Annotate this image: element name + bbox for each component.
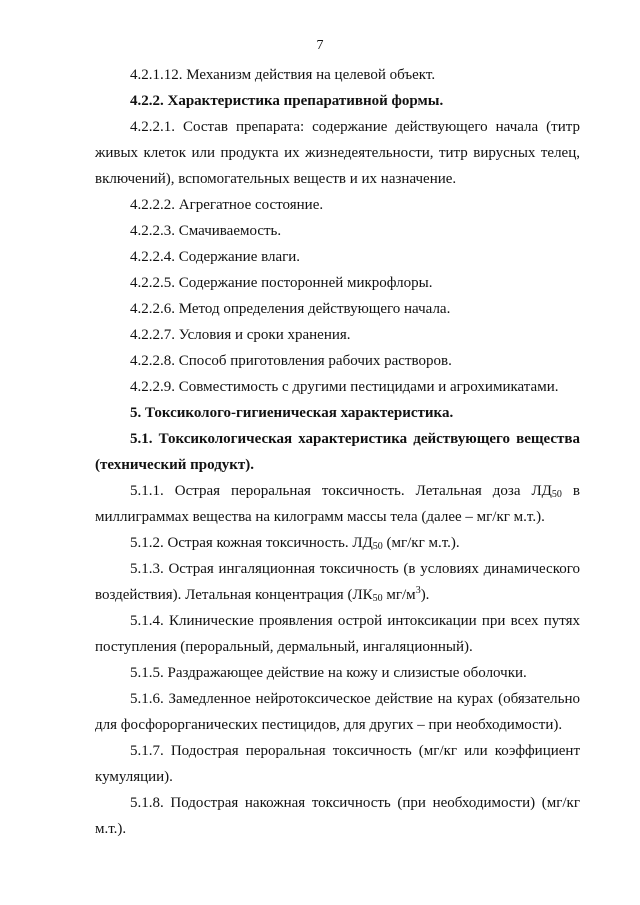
paragraph-5-1-5: 5.1.5. Раздражающее действие на кожу и слизистые оболочки. [130,665,527,681]
paragraph-5-1-6: 5.1.6. Замедленное нейротоксическое действие на курах (обязательно для фосфорорганических пестицидов, для других – при необходимости). [95,691,580,733]
paragraph-5-1-2-text-b: (мг/кг м.т.). [382,535,460,551]
paragraph-4-2-2-4: 4.2.2.4. Содержание влаги. [130,249,301,265]
paragraph-4-2-2-2: 4.2.2.2. Агрегатное состояние. [130,197,324,213]
paragraph-4-2-2-6: 4.2.2.6. Метод определения действующего начала. [130,301,451,317]
paragraph-4-2-2-5: 4.2.2.5. Содержание посторонней микрофлоры. [130,275,433,291]
paragraph-5-1-3 [95,556,580,608]
paragraph-5-1-2-text-a: 5.1.2. Острая кожная токсичность. ЛД [130,535,373,551]
ld50-subscript: 50 [551,489,562,500]
heading-5-1: 5.1. Токсикологическая характеристика действующего вещества (технический продукт). [95,431,580,473]
paragraph-5-1-3-text-b: мг/м [382,587,416,603]
paragraph-4-2-2-1: 4.2.2.1. Состав препарата: содержание действующего начала (титр живых клеток или продукта их жизнедеятельности, титр вирусных телец, включений), вспомогательных веществ и их назначение. [95,119,580,187]
paragraph-4-2-2-3: 4.2.2.3. Смачиваемость. [130,223,282,239]
paragraph-5-1-2 [95,530,580,556]
ld50-subscript: 50 [372,541,383,552]
paragraph-5-1-4: 5.1.4. Клинические проявления острой интоксикации при всех путях поступления (пероральный, дермальный, ингаляционный). [95,613,580,655]
paragraph-5-1-1-text-a: 5.1.1. Острая пероральная токсичность. Летальная доза ЛД [130,483,552,499]
paragraph-5-1-1-text-b: в миллиграммах вещества на килограмм массы тела (далее – мг/кг м.т.). [95,483,580,525]
paragraph-4-2-2-8: 4.2.2.8. Способ приготовления рабочих растворов. [130,353,452,369]
paragraph-5-1-8: 5.1.8. Подострая накожная токсичность (при необходимости) (мг/кг м.т.). [95,795,580,837]
paragraph-5-1-1 [95,478,580,530]
cubic-superscript: 3 [415,585,421,596]
paragraph-5-1-7: 5.1.7. Подострая пероральная токсичность (мг/кг или коэффициент кумуляции). [95,743,580,785]
paragraph-4-2-2-9: 4.2.2.9. Совместимость с другими пестицидами и агрохимикатами. [130,379,559,395]
heading-5: 5. Токсиколого-гигиеническая характеристика. [130,405,454,421]
paragraph-5-1-3-text-a: 5.1.3. Острая ингаляционная токсичность (в условиях динамического воздействия). Летальная концентрация (ЛК [95,561,580,603]
paragraph-5-1-3-text-c: ). [420,587,430,603]
paragraph-4-2-1-12: 4.2.1.12. Механизм действия на целевой объект. [130,67,436,83]
page-number: 7 [316,38,324,53]
paragraph-4-2-2-7: 4.2.2.7. Условия и сроки хранения. [130,327,351,343]
document-body [95,62,580,842]
heading-4-2-2: 4.2.2. Характеристика препаративной формы. [130,93,444,109]
lk50-subscript: 50 [372,593,383,604]
